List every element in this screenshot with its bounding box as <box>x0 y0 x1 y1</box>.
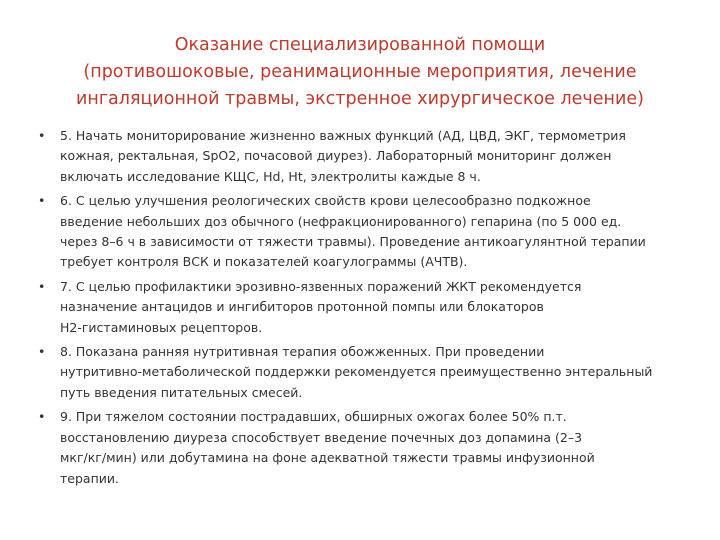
bullet-text-line: Н2-гистаминовых рецепторов. <box>60 319 263 335</box>
bullet-text-line: 9. При тяжелом состоянии пострадавших, обширных ожогах более 50% п.т. <box>60 409 567 425</box>
bullet-text-line: 7. С целью профилактики эрозивно-язвенных поражений ЖКТ рекомендуется <box>60 278 582 294</box>
bullet-icon: • <box>38 409 46 425</box>
bullet-text-line: 8. Показана ранняя нутритивная терапия обожженных. При проведении <box>60 344 545 360</box>
bullet-list <box>38 126 678 493</box>
bullet-text-line: требует контроля ВСК и показателей коагулограммы (АЧТВ). <box>60 254 468 270</box>
bullet-item-7 <box>38 277 678 338</box>
bullet-text-line: нутритивно-метаболической поддержки рекомендуется преимущественно энтеральный <box>60 364 653 380</box>
bullet-icon: • <box>38 193 46 209</box>
bullet-icon: • <box>38 278 46 294</box>
bullet-text-line: введение небольших доз обычного (нефракционированного) гепарина (по 5 000 ед. <box>60 213 622 229</box>
bullet-text-line: 6. С целью улучшения реологических свойств крови целесообразно подкожное <box>60 193 591 209</box>
bullet-text-line: через 8–6 ч в зависимости от тяжести травмы). Проведение антикоагулянтной терапии <box>60 234 646 250</box>
title-line: ингаляционной травмы, экстренное хирургическое лечение) <box>76 89 644 109</box>
bullet-item-9 <box>38 407 678 489</box>
title-line: Оказание специализированной помощи <box>174 35 546 55</box>
bullet-text-line: 5. Начать мониторирование жизненно важных функций (АД, ЦВД, ЭКГ, термометрия <box>60 128 626 143</box>
bullet-icon: • <box>38 128 46 143</box>
bullet-item-5 <box>38 126 678 187</box>
bullet-text-line: восстановлению диуреза способствует введение почечных доз допамина (2–3 <box>60 429 583 445</box>
bullet-text-line: путь введения питательных смесей. <box>60 384 303 400</box>
bullet-text-line: мкг/кг/мин) или добутамина на фоне адекватной тяжести травмы инфузионной <box>60 450 595 466</box>
title-line: (противошоковые, реанимационные мероприятия, лечение <box>83 62 637 82</box>
slide-title <box>40 32 680 113</box>
bullet-text-line: терапии. <box>60 470 119 486</box>
bullet-icon: • <box>38 344 46 360</box>
bullet-text-line: кожная, ректальная, SpO2, почасовой диурез). Лабораторный мониторинг должен <box>60 148 612 164</box>
bullet-text-line: включать исследование КЩС, Hd, Ht, электролиты каждые 8 ч. <box>60 168 481 184</box>
bullet-item-6 <box>38 191 678 273</box>
bullet-item-8 <box>38 342 678 403</box>
bullet-text-line: назначение антацидов и ингибиторов протонной помпы или блокаторов <box>60 299 544 315</box>
